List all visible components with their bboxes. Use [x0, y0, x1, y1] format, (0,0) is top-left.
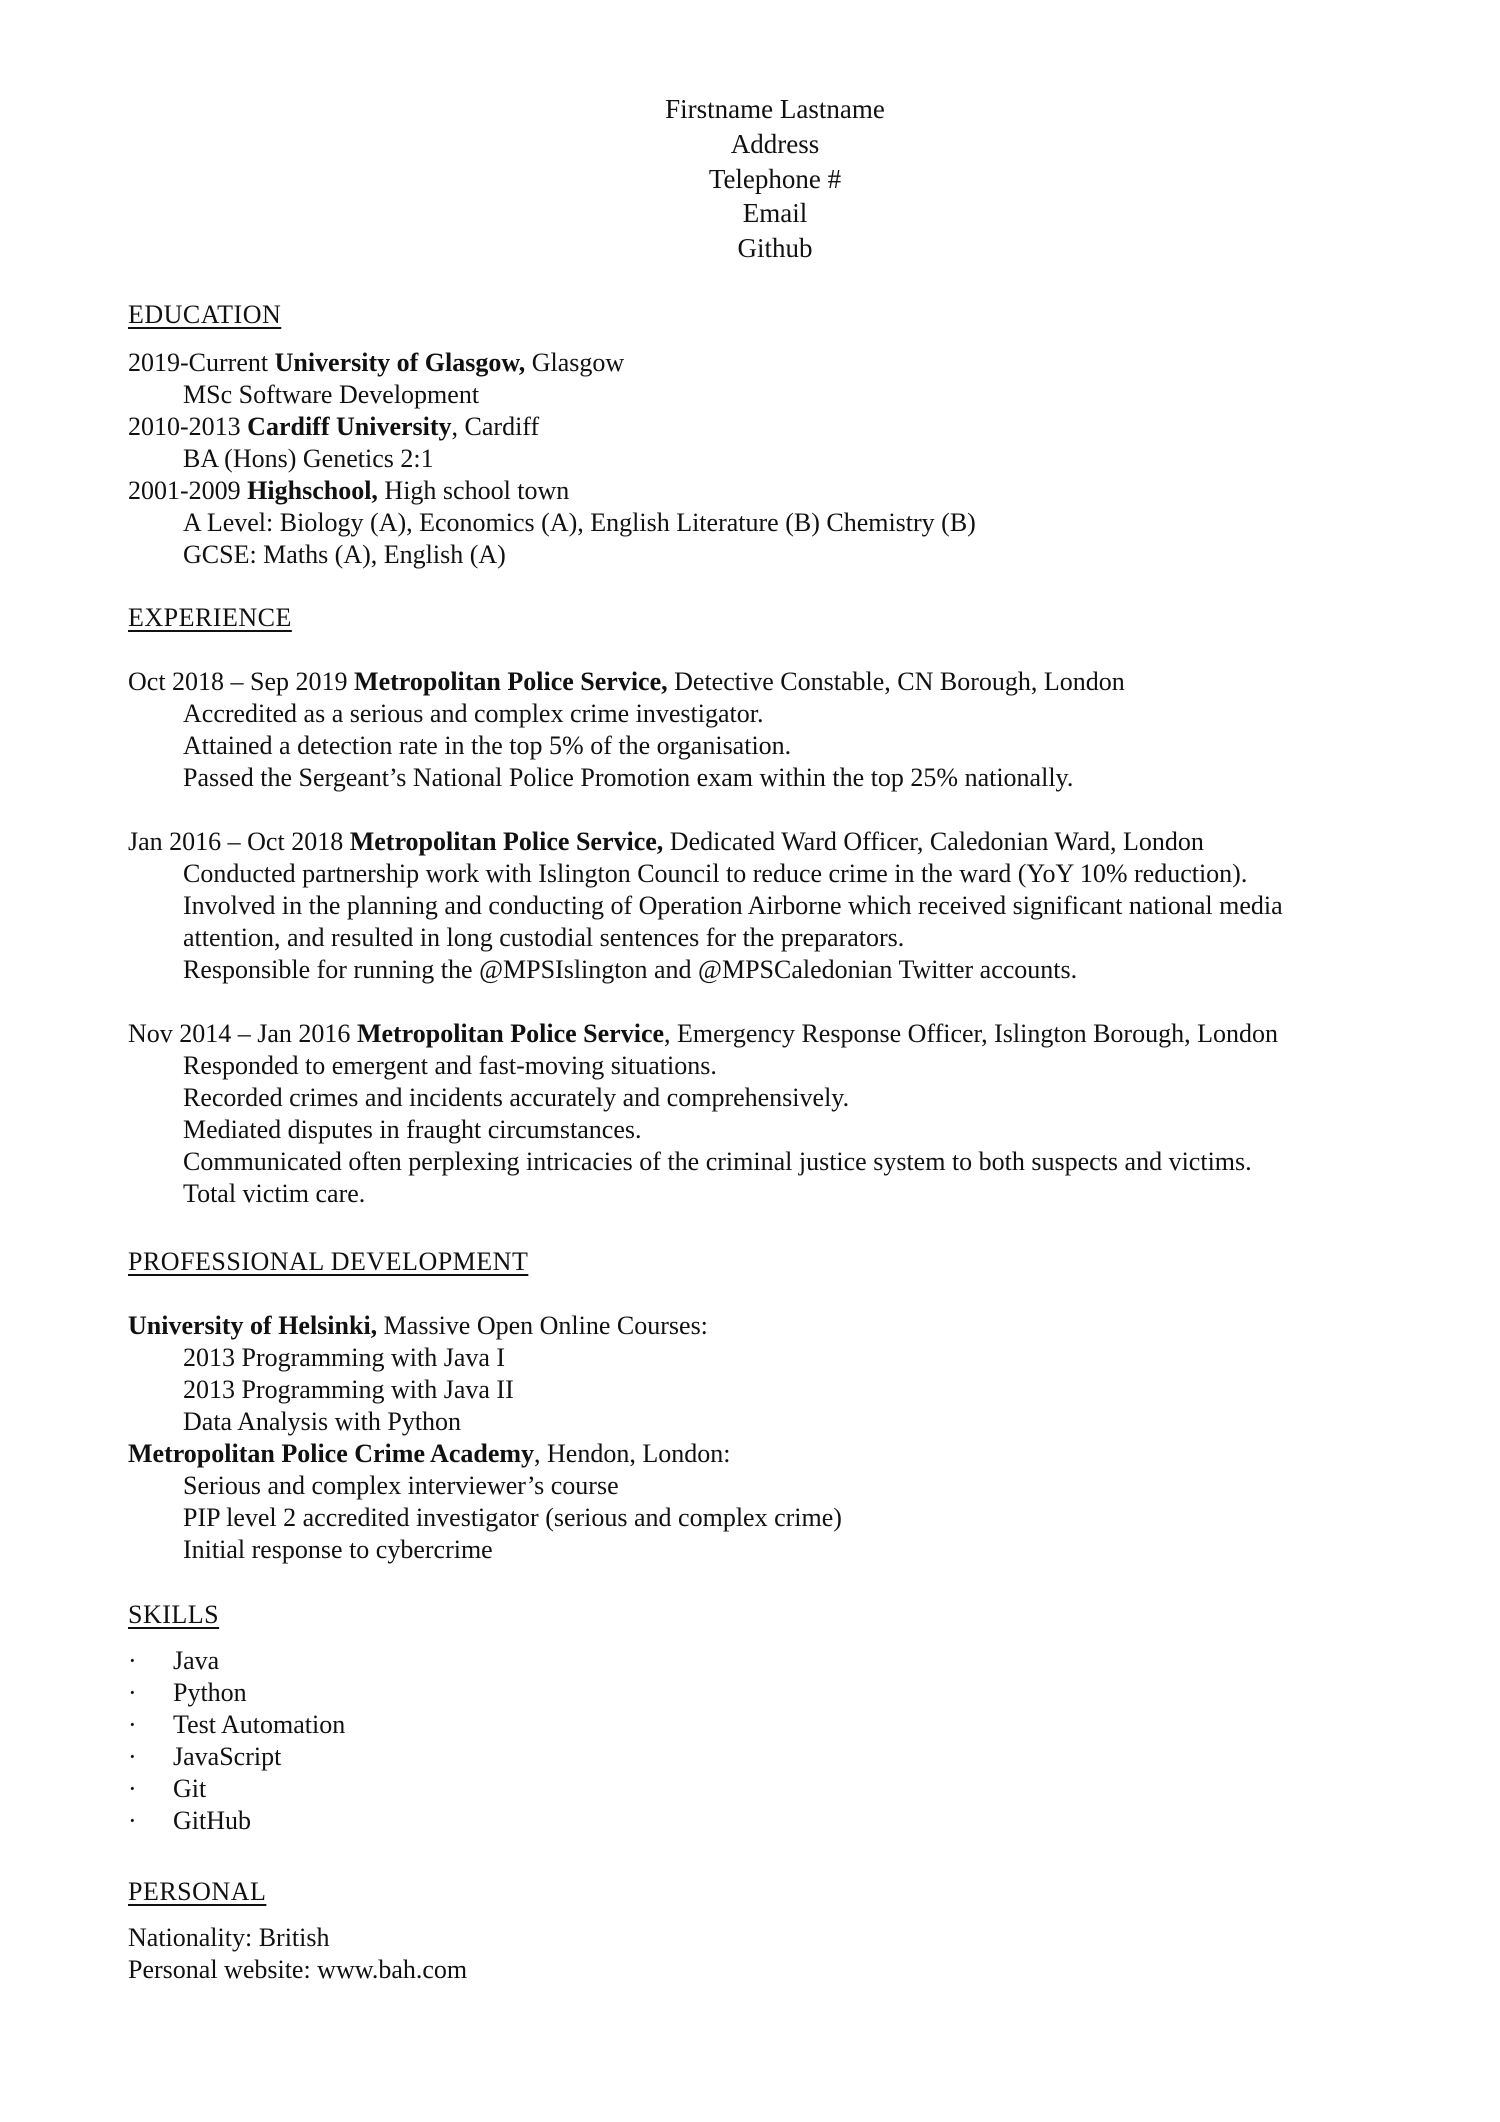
- degree: MSc Software Development: [183, 380, 480, 409]
- dates: Jan 2016 – Oct 2018: [128, 827, 350, 856]
- course: PIP level 2 accredited investigator (serious and complex crime): [183, 1503, 842, 1532]
- role: Dedicated Ward Officer, Caledonian Ward, London: [663, 827, 1204, 856]
- skill: GitHub: [173, 1806, 251, 1835]
- education-entry: [128, 347, 1440, 379]
- qualification: GCSE: Maths (A), English (A): [183, 540, 506, 569]
- location: Glasgow: [525, 348, 625, 377]
- provider-entry: [128, 1438, 1440, 1470]
- skill-item: [128, 1645, 1440, 1677]
- education-heading: EDUCATION: [128, 300, 282, 329]
- skills-list: [128, 1645, 1440, 1837]
- skill: JavaScript: [173, 1742, 282, 1771]
- dates: 2001-2009: [128, 476, 248, 505]
- job-detail: Responded to emergent and fast-moving situations.: [183, 1051, 717, 1080]
- personal-section: [128, 1922, 1440, 1986]
- location: , Cardiff: [451, 412, 540, 441]
- course: 2013 Programming with Java II: [183, 1375, 514, 1404]
- skills-heading: SKILLS: [128, 1600, 220, 1629]
- personal-website: Personal website: www.bah.com: [128, 1955, 468, 1984]
- job-entry: [128, 826, 1440, 858]
- nationality: Nationality: British: [128, 1923, 330, 1952]
- dates: Oct 2018 – Sep 2019: [128, 667, 355, 696]
- role: Detective Constable, CN Borough, London: [667, 667, 1125, 696]
- skill: Test Automation: [173, 1710, 346, 1739]
- telephone: Telephone #: [708, 163, 842, 194]
- name: Firstname Lastname: [665, 94, 885, 124]
- job-detail: Conducted partnership work with Islington Council to reduce crime in the ward (YoY 10% reduction).: [183, 859, 1248, 888]
- dates: 2010-2013: [128, 412, 248, 441]
- job-detail: Involved in the planning and conducting of Operation Airborne which received significant national media: [183, 891, 1283, 920]
- skill-item: [128, 1677, 1440, 1709]
- institution: Highschool,: [247, 476, 378, 505]
- job-detail: Recorded crimes and incidents accurately and comprehensively.: [183, 1083, 850, 1112]
- degree: BA (Hons) Genetics 2:1: [183, 444, 434, 473]
- institution: University of Glasgow,: [274, 348, 526, 377]
- course: 2013 Programming with Java I: [183, 1343, 506, 1372]
- experience-heading: EXPERIENCE: [128, 603, 292, 632]
- professional-development-section: [128, 1310, 1440, 1566]
- job-entry: [128, 1018, 1440, 1050]
- job-detail: Mediated disputes in fraught circumstances.: [183, 1115, 642, 1144]
- provider-detail: Massive Open Online Courses:: [377, 1311, 708, 1340]
- bullet-icon: ·: [128, 1774, 137, 1803]
- professional-development-heading: PROFESSIONAL DEVELOPMENT: [128, 1247, 529, 1276]
- skill: Java: [173, 1646, 220, 1675]
- provider: University of Helsinki,: [128, 1311, 378, 1340]
- institution: Cardiff University: [247, 412, 452, 441]
- contact-header: [0, 92, 1500, 266]
- employer: Metropolitan Police Service,: [349, 827, 664, 856]
- experience-section: [128, 666, 1440, 1210]
- skill-item: [128, 1741, 1440, 1773]
- dates: Nov 2014 – Jan 2016: [128, 1019, 357, 1048]
- personal-heading: PERSONAL: [128, 1877, 267, 1906]
- skill-item: [128, 1805, 1440, 1837]
- bullet-icon: ·: [128, 1742, 137, 1771]
- course: Serious and complex interviewer’s course: [183, 1471, 619, 1500]
- skill-item: [128, 1709, 1440, 1741]
- job-detail: Passed the Sergeant’s National Police Promotion exam within the top 25% nationally.: [183, 763, 1074, 792]
- bullet-icon: ·: [128, 1646, 137, 1675]
- job-entry: [128, 666, 1440, 698]
- education-section: [128, 347, 1440, 571]
- education-entry: [128, 411, 1440, 443]
- bullet-icon: ·: [128, 1806, 137, 1835]
- education-entry: [128, 475, 1440, 507]
- address: Address: [730, 128, 820, 159]
- job-detail: Total victim care.: [183, 1179, 366, 1208]
- bullet-icon: ·: [128, 1710, 137, 1739]
- provider: Metropolitan Police Crime Academy: [128, 1439, 535, 1468]
- skill: Git: [173, 1774, 207, 1803]
- employer: Metropolitan Police Service: [356, 1019, 665, 1048]
- email: Email: [742, 198, 808, 229]
- job-detail: Communicated often perplexing intricacies of the criminal justice system to both suspects and victims.: [183, 1147, 1252, 1176]
- provider-detail: , Hendon, London:: [534, 1439, 731, 1468]
- employer: Metropolitan Police Service,: [354, 667, 668, 696]
- skill-item: [128, 1773, 1440, 1805]
- provider-entry: [128, 1310, 1440, 1342]
- dates: 2019-Current: [128, 348, 275, 377]
- course: Data Analysis with Python: [183, 1407, 462, 1436]
- github: Github: [737, 233, 813, 264]
- job-detail: Accredited as a serious and complex crime investigator.: [183, 699, 764, 728]
- job-detail: Attained a detection rate in the top 5% of the organisation.: [183, 731, 792, 760]
- course: Initial response to cybercrime: [183, 1535, 493, 1564]
- job-detail: Responsible for running the @MPSIslington and @MPSCaledonian Twitter accounts.: [183, 955, 1078, 984]
- role: , Emergency Response Officer, Islington Borough, London: [664, 1019, 1278, 1048]
- skill: Python: [173, 1678, 247, 1707]
- location: High school town: [377, 476, 570, 505]
- job-detail: attention, and resulted in long custodial sentences for the preparators.: [183, 923, 905, 952]
- qualification: A Level: Biology (A), Economics (A), English Literature (B) Chemistry (B): [183, 508, 976, 537]
- bullet-icon: ·: [128, 1678, 137, 1707]
